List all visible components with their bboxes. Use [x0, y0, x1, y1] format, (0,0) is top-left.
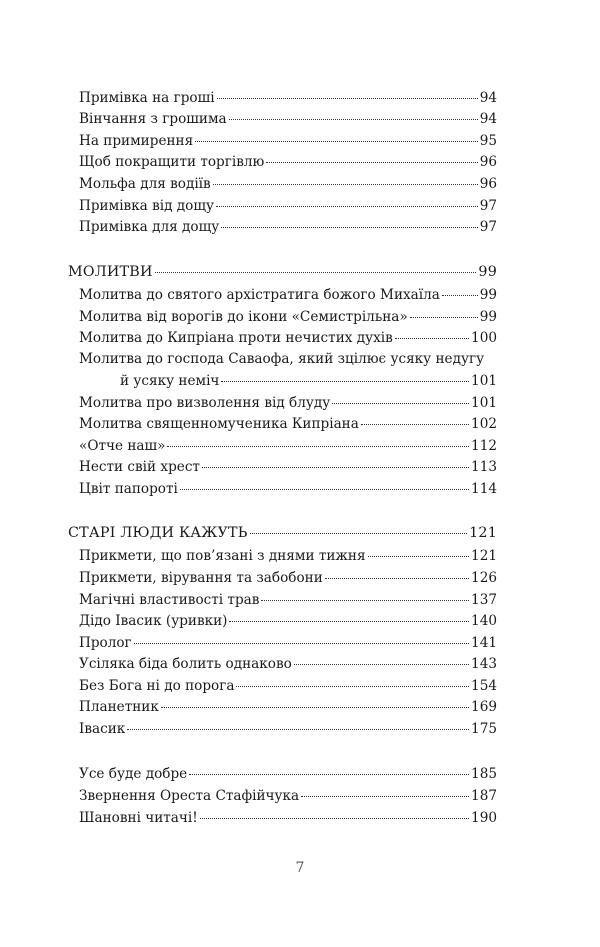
- toc-entry[interactable]: [79, 394, 497, 412]
- toc-entry[interactable]: [79, 787, 497, 805]
- toc-entry[interactable]: [79, 655, 497, 673]
- toc-entry-title: Івасик: [79, 721, 126, 737]
- dot-leader: [180, 489, 469, 490]
- dot-leader: [368, 556, 469, 557]
- toc-entry-title: Шановні читачі!: [79, 810, 198, 826]
- toc-entry-title: Магічні властивості трав: [79, 592, 260, 608]
- dot-leader: [213, 184, 478, 185]
- toc-entry-page: 143: [471, 656, 497, 672]
- toc-entry[interactable]: [79, 286, 497, 304]
- toc-section-title: СТАРІ ЛЮДИ КАЖУТЬ: [68, 525, 248, 541]
- toc-entry[interactable]: [120, 372, 497, 390]
- dot-leader: [189, 774, 469, 775]
- toc-entry-title: Примівка на гроші: [79, 90, 215, 106]
- dot-leader: [221, 227, 477, 228]
- toc-entry-title: Звернення Ореста Стафійчука: [79, 788, 300, 804]
- toc-entry[interactable]: [79, 612, 497, 630]
- dot-leader: [325, 578, 469, 579]
- toc-entry[interactable]: [79, 89, 497, 107]
- toc-entry-page: 185: [471, 766, 497, 782]
- dot-leader: [200, 818, 469, 819]
- dot-leader: [395, 338, 469, 339]
- toc-entry-title: Вінчання з грошима: [79, 111, 227, 127]
- toc-entry-page: 101: [471, 373, 497, 389]
- dot-leader: [127, 729, 469, 730]
- dot-leader: [266, 162, 477, 163]
- toc-entry[interactable]: [79, 591, 497, 609]
- toc-entry-title: Молитва до святого архістратига божого Михаїла: [79, 287, 440, 303]
- toc-entry[interactable]: [79, 809, 497, 827]
- toc-entry-title: Нести свій хрест: [79, 459, 200, 475]
- dot-leader: [361, 424, 469, 425]
- toc-entry-page: 101: [471, 395, 497, 411]
- toc-entry[interactable]: [79, 480, 497, 498]
- toc-entry-page: 102: [471, 416, 497, 432]
- toc-entry-title: Цвіт папороті: [79, 481, 178, 497]
- toc-entry[interactable]: [79, 698, 497, 716]
- toc-entry-page: 114: [471, 481, 497, 497]
- toc-entry-page: 137: [471, 592, 497, 608]
- toc-entry-page: 99: [479, 287, 497, 303]
- dot-leader: [167, 446, 469, 447]
- toc-entry-page: 97: [479, 198, 497, 214]
- toc-entry[interactable]: [79, 308, 497, 326]
- dot-leader: [216, 206, 478, 207]
- toc-entry[interactable]: [79, 218, 497, 236]
- toc-entry-page: 99: [478, 264, 497, 280]
- toc-entry-page: 121: [471, 548, 497, 564]
- toc-entry-title: Мольфа для водіїв: [79, 176, 211, 192]
- toc-entry[interactable]: [79, 175, 497, 193]
- dot-leader: [229, 119, 478, 120]
- toc-entry[interactable]: [79, 329, 497, 347]
- toc-entry-page: 141: [471, 635, 497, 651]
- toc-entry[interactable]: [79, 110, 497, 128]
- toc-entry-page: 99: [479, 309, 497, 325]
- toc-entry[interactable]: [79, 547, 497, 565]
- toc-entry[interactable]: [79, 634, 497, 652]
- toc-entry-page: 97: [479, 219, 497, 235]
- toc-entry-page: 112: [471, 438, 497, 454]
- toc-entry-title: Молитва до Кипріана проти нечистих духів: [79, 330, 393, 346]
- dot-leader: [202, 467, 469, 468]
- dot-leader: [250, 533, 468, 534]
- toc-entry-page: 140: [471, 613, 497, 629]
- toc-entry[interactable]: [79, 437, 497, 455]
- toc-entry-title: Дідо Івасик (уривки): [79, 613, 228, 629]
- dot-leader: [161, 707, 469, 708]
- toc-entry-title: Примівка для дощу: [79, 219, 220, 235]
- toc-section-title: МОЛИТВИ: [68, 264, 153, 280]
- toc-entry-title: й усяку неміч: [120, 373, 220, 389]
- dot-leader: [261, 600, 469, 601]
- toc-entry-title-line1: Молитва до господа Саваофа, який зцілює усяку недугу: [79, 351, 485, 367]
- toc-entry-page: 94: [479, 111, 497, 127]
- dot-leader: [294, 664, 469, 665]
- toc-entry-page: 187: [471, 788, 497, 804]
- toc-entry[interactable]: [79, 153, 497, 171]
- toc-entry-title: Прикмети, що пов’язані з днями тижня: [79, 548, 366, 564]
- toc-entry-title: Прикмети, вірування та забобони: [79, 570, 323, 586]
- toc-entry-title: Примівка від дощу: [79, 198, 214, 214]
- toc-entry-title: На примирення: [79, 133, 194, 149]
- dot-leader: [221, 381, 469, 382]
- toc-entry-title: Без Бога ні до порога: [79, 678, 235, 694]
- dot-leader: [301, 796, 469, 797]
- toc-entry[interactable]: [79, 132, 497, 150]
- toc-entry-title: Молитва про визволення від блуду: [79, 395, 331, 411]
- toc-entry-page: 113: [471, 459, 497, 475]
- toc-entry[interactable]: [79, 720, 497, 738]
- dot-leader: [229, 621, 469, 622]
- toc-entry-page: 154: [471, 678, 497, 694]
- toc-entry-page: 126: [471, 570, 497, 586]
- dot-leader: [332, 403, 469, 404]
- dot-leader: [236, 686, 469, 687]
- toc-entry-page: 96: [479, 154, 497, 170]
- toc-entry-page: 175: [471, 721, 497, 737]
- dot-leader: [155, 272, 477, 273]
- toc-entry-title: Усіляка біда болить однаково: [79, 656, 292, 672]
- toc-entry-page: 100: [471, 330, 497, 346]
- toc-entry-title: Молитва священномученика Кипріана: [79, 416, 359, 432]
- toc-entry-page: 190: [471, 810, 497, 826]
- dot-leader: [134, 643, 469, 644]
- toc-entry[interactable]: [79, 677, 497, 695]
- toc-entry[interactable]: [79, 765, 497, 783]
- toc-entry-title: Усе буде добре: [79, 766, 188, 782]
- toc-entry[interactable]: [79, 415, 497, 433]
- toc-entry-title: Пролог: [79, 635, 132, 651]
- toc-entry[interactable]: [79, 458, 497, 476]
- dot-leader: [410, 317, 478, 318]
- toc-entry-title: Щоб покращити торгівлю: [79, 154, 265, 170]
- dot-leader: [442, 295, 478, 296]
- toc-entry-title: Планетник: [79, 699, 159, 715]
- toc-entry-page: 95: [479, 133, 497, 149]
- toc-entry[interactable]: [79, 569, 497, 587]
- toc-entry-page: 94: [479, 90, 497, 106]
- page-number: 7: [295, 860, 305, 876]
- toc-entry-page: 121: [469, 525, 497, 541]
- toc-entry-page: 169: [471, 699, 497, 715]
- toc-entry-title: Молитва від ворогів до ікони «Семистрільна»: [79, 309, 408, 325]
- toc-section-stari-lyudy[interactable]: [68, 524, 497, 542]
- toc-entry-page: 96: [479, 176, 497, 192]
- toc-entry[interactable]: [79, 197, 497, 215]
- toc-entry-title: «Отче наш»: [79, 438, 166, 454]
- dot-leader: [217, 98, 478, 99]
- dot-leader: [195, 141, 478, 142]
- toc-section-molytvy[interactable]: [68, 263, 497, 281]
